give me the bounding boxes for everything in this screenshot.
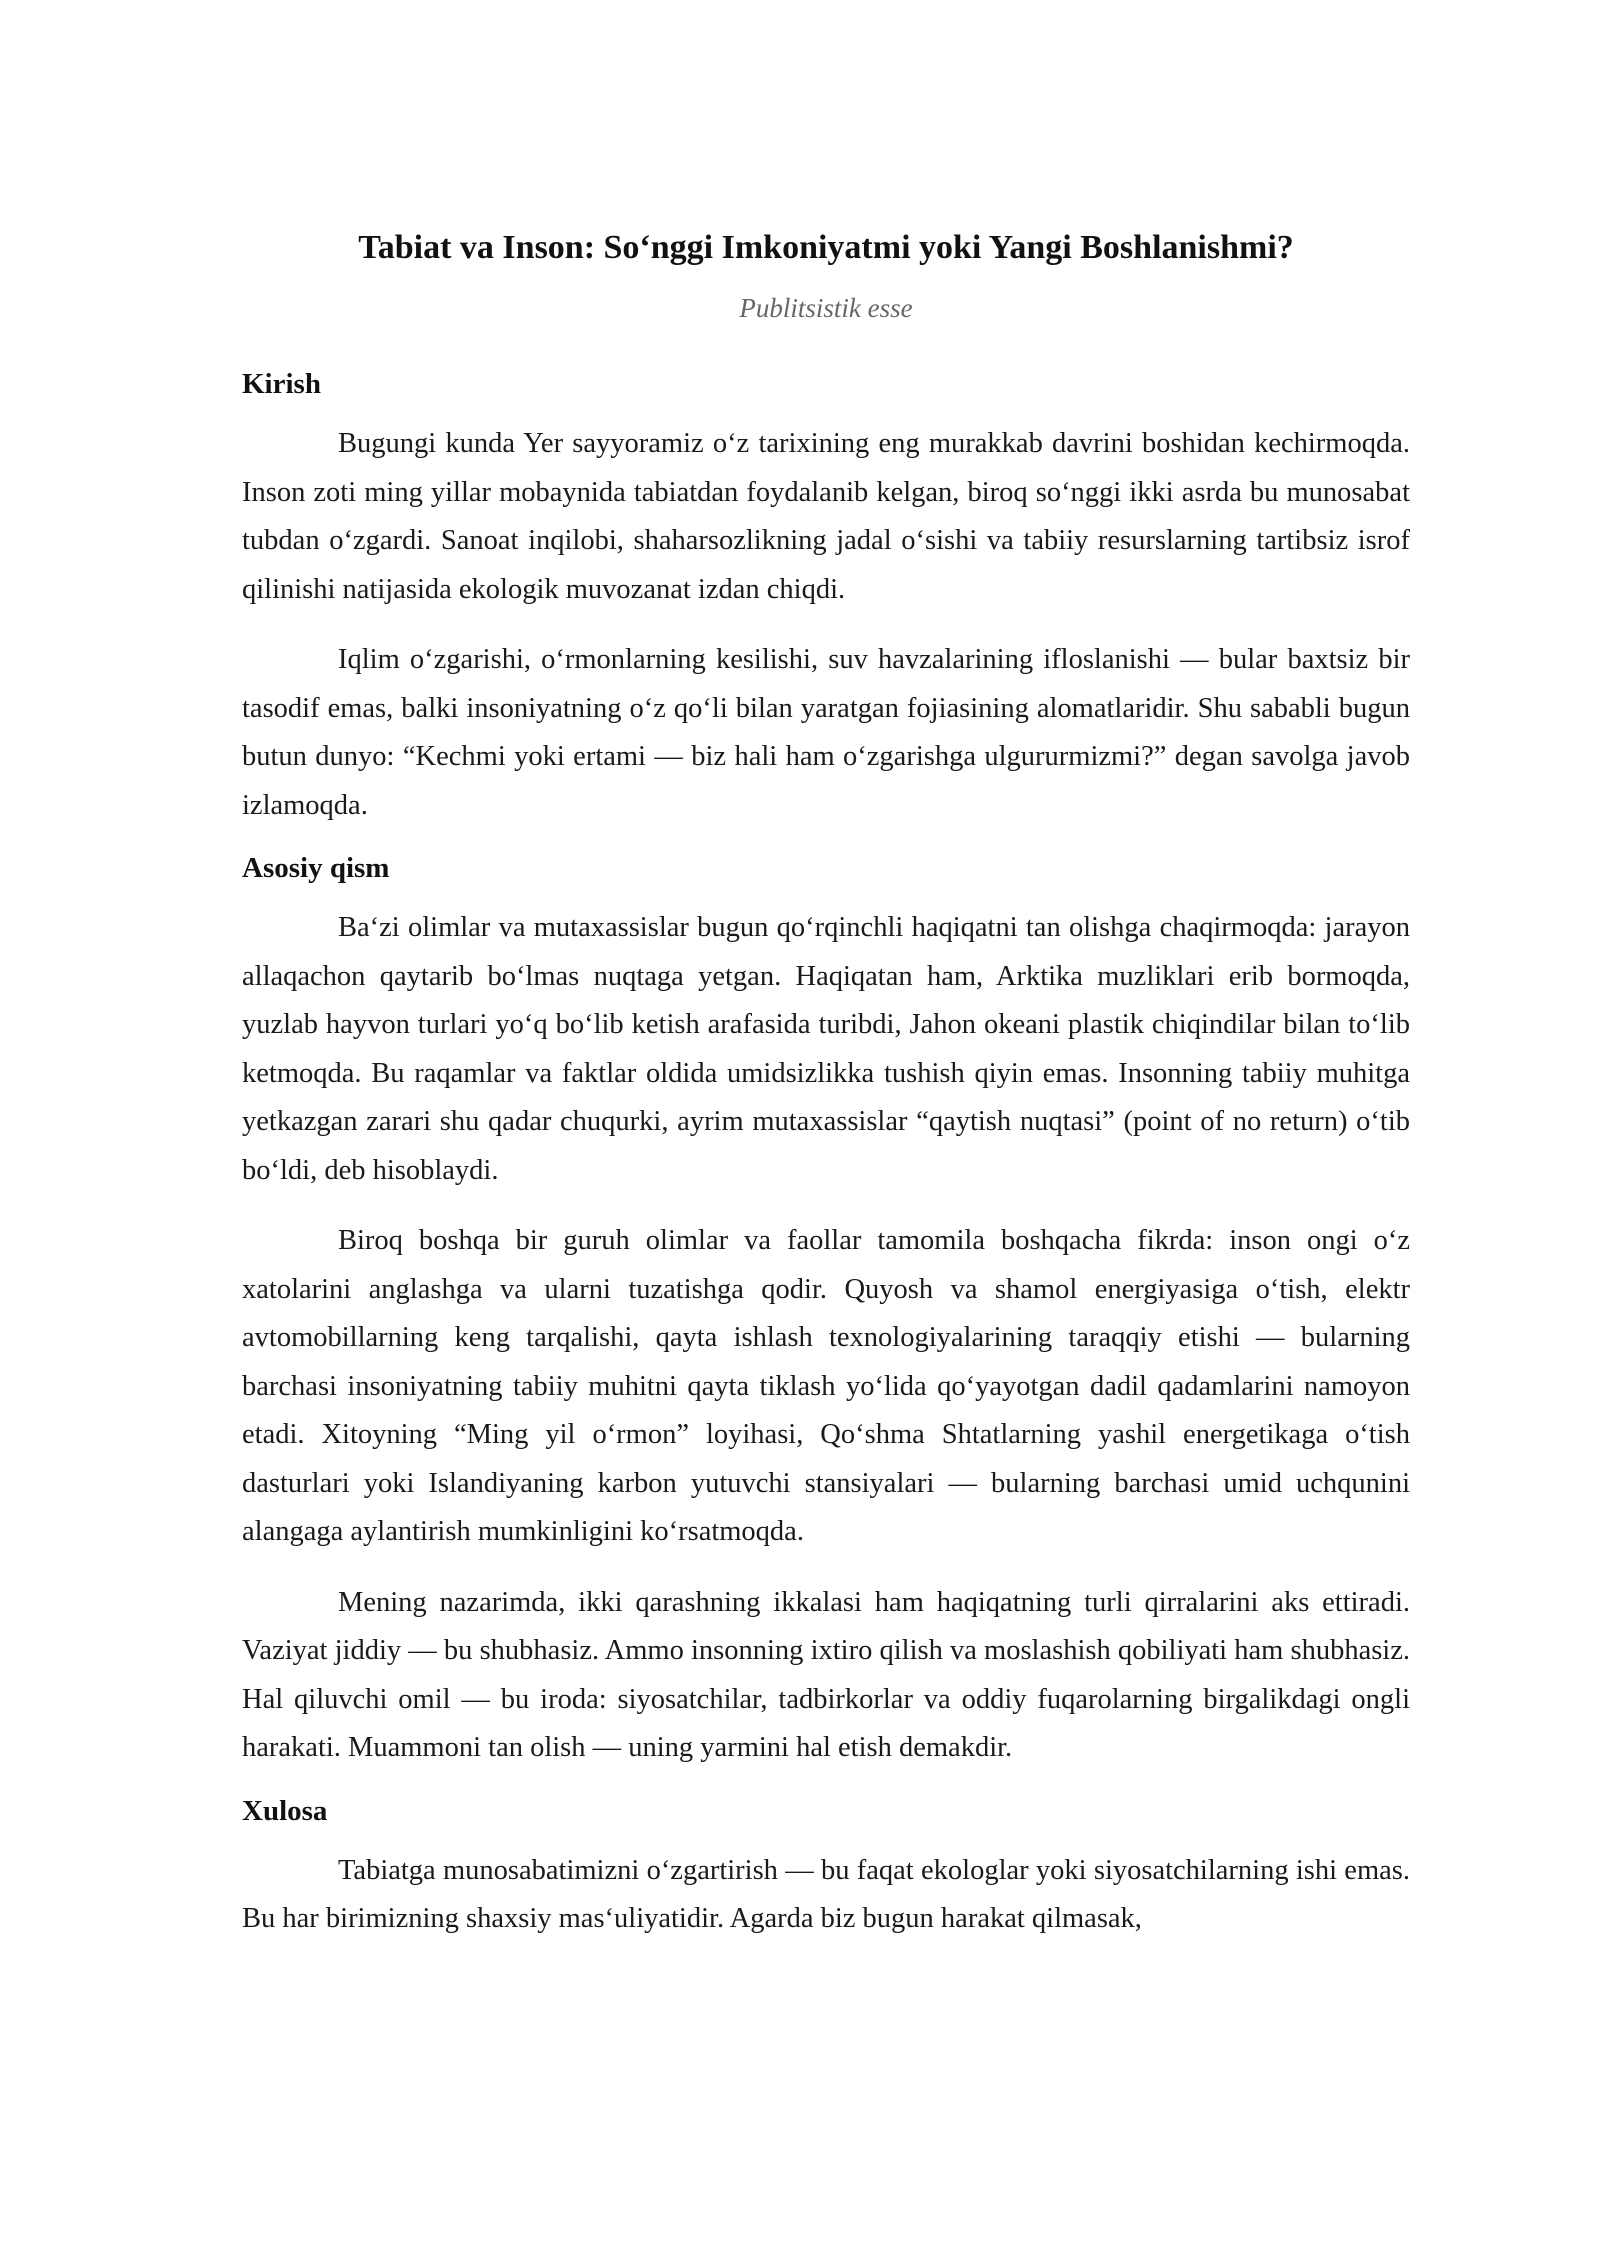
document-title: Tabiat va Inson: So‘nggi Imkoniyatmi yoki Yangi Boshlanishmi? [358, 229, 1294, 266]
paragraph: Bugungi kunda Yer sayyoramiz o‘z tarixining eng murakkab davrini boshidan kechirmoqda. Inson zoti ming yillar mobaynida tabiatdan foydalanib kelgan, biroq so‘nggi ikki asrda bu munosabat tubdan o‘zgardi. Sanoat inqilobi, shaharsozlikning jadal o‘sishi va tabiiy resurslarning tartibsiz isrof qilinishi natijasida ekologik muvozanat izdan chiqdi. [242, 428, 1410, 605]
paragraph: Biroq boshqa bir guruh olimlar va faollar tamomila boshqacha fikrda: inson ongi o‘z xatolarini anglashga va ularni tuzatishga qodir. Quyosh va shamol energiyasiga o‘tish, elektr avtomobillarning keng tarqalishi, qayta ishlash texnologiyalarining taraqqiy etishi — bularning barchasi insoniyatning tabiiy muhitni qayta tiklash yo‘lida qo‘yayotgan dadil qadamlarini namoyon etadi. Xitoyning “Ming yil o‘rmon” loyihasi, Qo‘shma Shtatlarning yashil energetikaga o‘tish dasturlari yoki Islandiyaning karbon yutuvchi stansiyalari — bularning barchasi umid uchqunini alangaga aylantirish mumkinligini ko‘rsatmoqda. [242, 1225, 1410, 1547]
paragraph: Iqlim o‘zgarishi, o‘rmonlarning kesilishi, suv havzalarining ifloslanishi — bular baxtsiz bir tasodif emas, balki insoniyatning o‘z qo‘li bilan yaratgan fojiasining alomatlaridir. Shu sababli bugun butun dunyo: “Kechmi yoki ertami — biz hali ham o‘zgarishga ulgururmizmi?” degan savolga javob izlamoqda. [242, 644, 1410, 821]
section-heading-kirish: Kirish [242, 368, 321, 400]
paragraph: Mening nazarimda, ikki qarashning ikkalasi ham haqiqatning turli qirralarini aks ettiradi. Vaziyat jiddiy — bu shubhasiz. Ammo insonning ixtiro qilish va moslashish qobiliyati ham shubhasiz. Hal qiluvchi omil — bu iroda: siyosatchilar, tadbirkorlar va oddiy fuqarolarning birgalikdagi ongli harakati. Muammoni tan olish — uning yarmini hal etish demakdir. [242, 1586, 1410, 1763]
paragraph: Ba‘zi olimlar va mutaxassislar bugun qo‘rqinchli haqiqatni tan olishga chaqirmoqda: jarayon allaqachon qaytarib bo‘lmas nuqtaga yetgan. Haqiqatan ham, Arktika muzliklari erib bormoqda, yuzlab hayvon turlari yo‘q bo‘lib ketish arafasida turibdi, Jahon okeani plastik chiqindilar bilan to‘lib ketmoqda. Bu raqamlar va faktlar oldida umidsizlikka tushish qiyin emas. Insonning tabiiy muhitga yetkazgan zarari shu qadar chuqurki, ayrim mutaxassislar “qaytish nuqtasi” (point of no return) o‘tib bo‘ldi, deb hisoblaydi. [242, 912, 1410, 1186]
section-heading-xulosa: Xulosa [242, 1794, 328, 1827]
document-subtitle: Publitsistik esse [739, 293, 913, 323]
paragraph: Tabiatga munosabatimizni o‘zgartirish — bu faqat ekologlar yoki siyosatchilarning ishi emas. Bu har birimizning shaxsiy mas‘uliyatidir. Agarda biz bugun harakat qilmasak, [242, 1854, 1410, 1934]
section-heading-asosiy-qism: Asosiy qism [242, 852, 390, 884]
document-page [242, 222, 1410, 1944]
